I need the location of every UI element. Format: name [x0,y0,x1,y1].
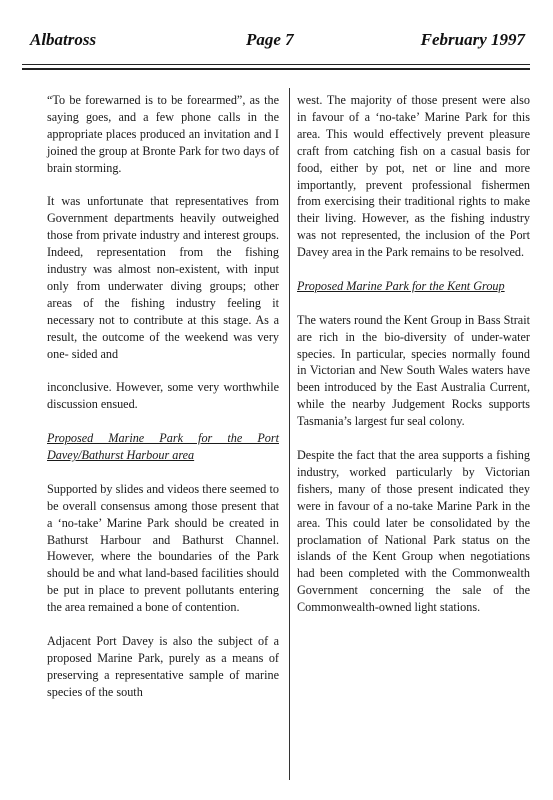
subheading-port-davey: Proposed Marine Park for the Port Davey/Bathurst Harbour area [47,431,279,462]
header-rule-thick [22,68,530,70]
issue-date: February 1997 [420,30,525,49]
paragraph-no-take: west. The majority of those present were also in favour of a ‘no-take’ Marine Park for this area. This would effectively prevent pleasure craft from catching fish on a casual basis for food, either by pot, net or line and more importantly, prevent professional fishermen from exercising their traditional rights to make their living. However, as the fishing industry was not represented, the inclusion of the Port Davey area in the Park remains to be resolved. [297,93,530,260]
page-number: Page 7 [246,30,294,49]
paragraph-national-park: Despite the fact that the area supports a fishing industry, worked particularly by Victorian fishers, many of those present indicated they were in favour of a no-take Marine Park in the area. This could later be consolidated by the proclamation of National Park status on the islands of the Kent Group when negotiations had been completed with the Commonwealth Government concerning the sale of the Commonwealth-owned light stations. [297,447,530,615]
right-column [297,92,530,616]
page-header [30,30,525,58]
subheading-kent-group: Proposed Marine Park for the Kent Group [297,278,505,293]
paragraph-port-davey: Adjacent Port Davey is also the subject of a proposed Marine Park, purely as a means of preserving a representative sample of marine species of the south [47,633,279,699]
paragraph-forewarned: “To be forewarned is to be forearmed”, as the saying goes, and a few phone calls in the appropriate places produced an invitation and I joined the group at Bronte Park for two days of brain storming. [47,93,279,175]
paragraph-representation: It was unfortunate that representatives from Government departments heavily outweighed those from private industry and interest groups. Indeed, representation from the fishing industry was almost non-existent, with input only from underwater diving groups; other areas of the fishing industry feeling it necessary not to contribute at this stage. As a result, the outcome of the weekend was very one- sided and [47,194,279,361]
column-divider [289,88,290,780]
paragraph-bathurst: Supported by slides and videos there seemed to be overall consensus among those present that a ‘no-take’ Marine Park should be created in Bathurst Harbour and Bathurst Channel. However, where the boundaries of the Park should be and what land-based facilities should be put in place to prevent pollutants entering the area remained a bone of contention. [47,481,279,615]
paragraph-inconclusive: inconclusive. However, some very worthwhile discussion ensued. [47,380,279,412]
newsletter-title: Albatross [30,30,97,49]
left-column [47,92,279,701]
header-rule-thin [22,64,530,65]
paragraph-kent-waters: The waters round the Kent Group in Bass Strait are rich in the bio-diversity of under-water species. In particular, species normally found in Victorian and New South Wales waters have been introduced by the East Australia Current, while the nearby Judgement Rocks supports Tasmania’s largest fur seal colony. [297,312,530,429]
